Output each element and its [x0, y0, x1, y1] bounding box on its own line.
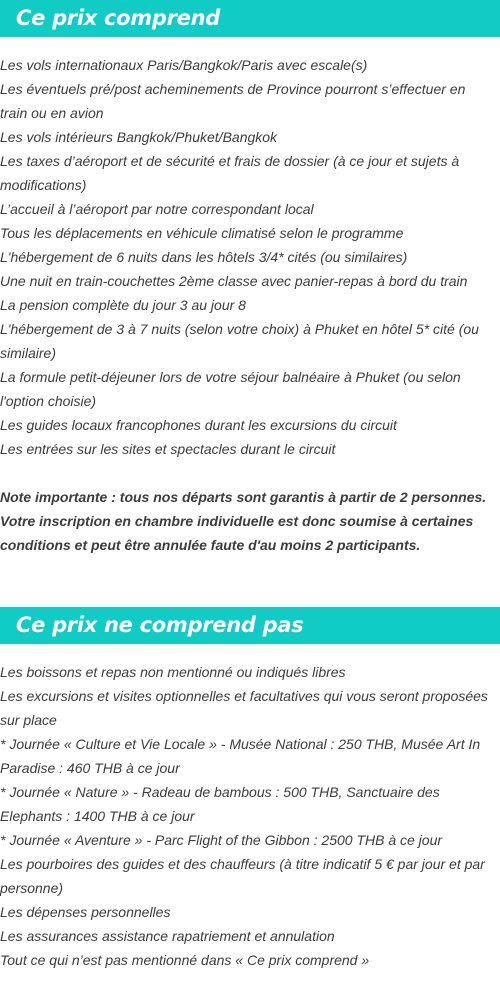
included-item: Les vols intérieurs Bangkok/Phuket/Bangkok [0, 129, 278, 145]
excluded-item: Les assurances assistance rapatriement et annulation [0, 928, 335, 944]
included-item: Les entrées sur les sites et spectacles durant le circuit [0, 441, 336, 457]
excluded-item: Tout ce qui n’est pas mentionné dans « Ce prix comprend » [0, 952, 370, 968]
included-item: Tous les déplacements en véhicule climatisé selon le programme [0, 225, 404, 241]
excluded-item: Les boissons et repas non mentionné ou indiqués libres [0, 664, 346, 680]
included-item: Les éventuels pré/post acheminements de Province pourront s’effectuer en train ou en avion [0, 81, 466, 121]
included-item: Les taxes d’aéroport et de sécurité et frais de dossier (à ce jour et sujets à modifications) [0, 153, 460, 193]
excluded-title: Ce prix ne comprend pas [16, 613, 304, 637]
excluded-item: * Journée « Nature » - Radeau de bambous : 500 THB, Sanctuaire des Elephants : 1400 THB à ce jour [0, 784, 440, 824]
excluded-list [0, 660, 500, 972]
included-item: L’accueil à l’aéroport par notre correspondant local [0, 201, 314, 217]
included-item: La pension complète du jour 3 au jour 8 [0, 297, 246, 313]
included-title: Ce prix comprend [16, 6, 220, 30]
included-item: L'hébergement de 6 nuits dans les hôtels 3/4* cités (ou similaires) [0, 249, 408, 265]
excluded-item: Les excursions et visites optionnelles et facultatives qui vous seront proposées sur place [0, 688, 488, 728]
included-item: La formule petit-déjeuner lors de votre séjour balnéaire à Phuket (ou selon l'option choisie) [0, 369, 461, 409]
included-item: Une nuit en train-couchettes 2ème classe avec panier-repas à bord du train [0, 273, 468, 289]
excluded-item: Les dépenses personnelles [0, 904, 171, 920]
excluded-banner [0, 607, 500, 644]
included-banner [0, 0, 500, 37]
included-item: Les guides locaux francophones durant les excursions du circuit [0, 417, 397, 433]
excluded-item: * Journée « Culture et Vie Locale » - Musée National : 250 THB, Musée Art In Paradise : 460 THB à ce jour [0, 736, 481, 776]
included-item: L'hébergement de 3 à 7 nuits (selon votre choix) à Phuket en hôtel 5* cité (ou similaire) [0, 321, 479, 361]
excluded-item: * Journée « Aventure » - Parc Flight of the Gibbon : 2500 THB à ce jour [0, 832, 443, 848]
excluded-section [0, 607, 500, 972]
included-list [0, 53, 500, 461]
included-item: Les vols internationaux Paris/Bangkok/Paris avec escale(s) [0, 57, 368, 73]
excluded-item: Les pourboires des guides et des chauffeurs (à titre indicatif 5 € par jour et par personne) [0, 856, 485, 896]
important-note: Note importante : tous nos départs sont garantis à partir de 2 personnes. Votre inscription en chambre individuelle est donc soumise à certaines conditions et peut être annulée faute d'au moins 2 participants. [0, 489, 487, 553]
